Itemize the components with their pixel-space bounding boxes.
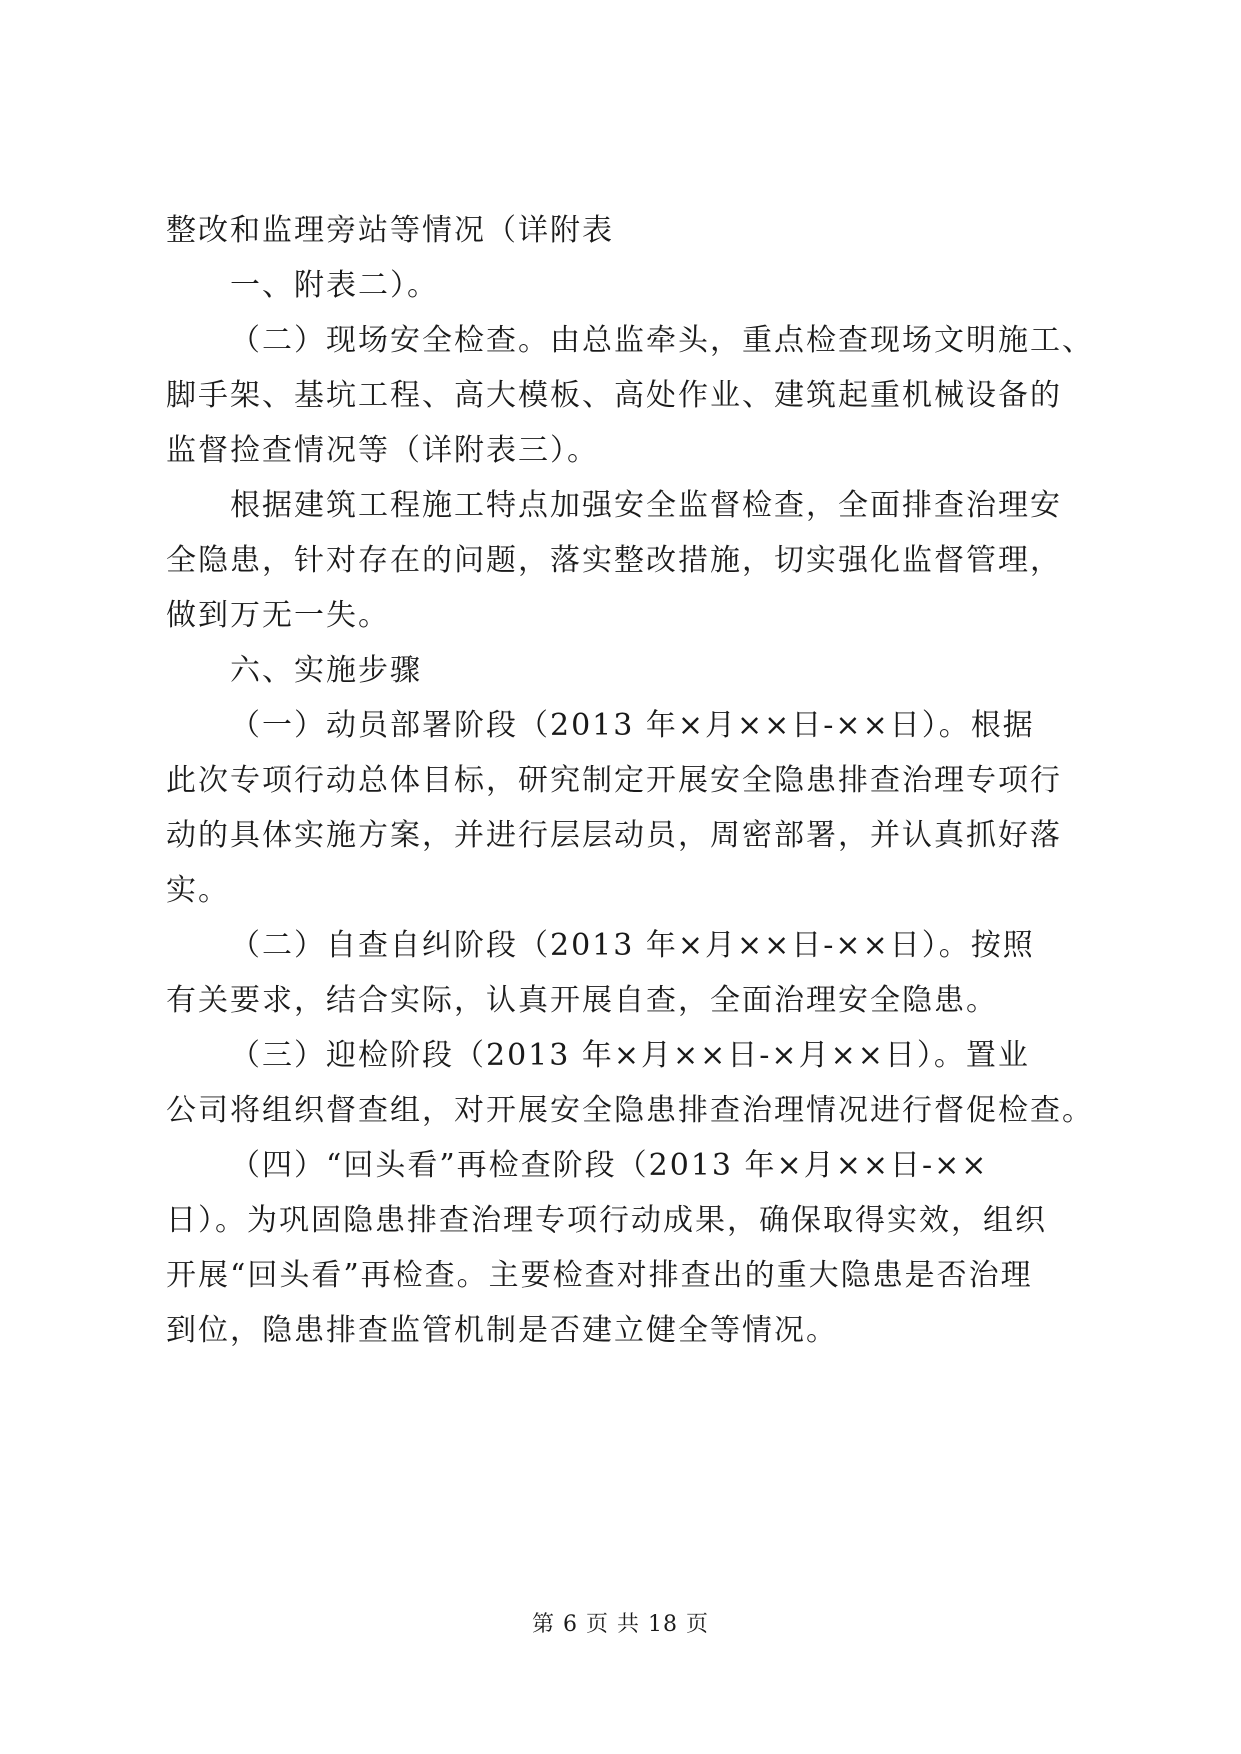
text-line: （二）现场安全检查。由总监牵头，重点检查现场文明施工、 [230, 323, 1094, 358]
text-line: （三）迎检阶段（2013 年×月××日-×月××日）。置业 [230, 1038, 1030, 1073]
text-line: （四）“回头看”再检查阶段（2013 年×月××日-×× [230, 1148, 989, 1183]
text-line: 开展“回头看”再检查。主要检查对排查出的重大隐患是否治理 [166, 1258, 1033, 1293]
text-line: 实。 [166, 873, 230, 908]
text-line: 动的具体实施方案，并进行层层动员，周密部署，并认真抓好落 [166, 818, 1062, 853]
text-line: 一、附表二）。 [230, 268, 439, 303]
text-line: 此次专项行动总体目标，研究制定开展安全隐患排查治理专项行 [166, 763, 1062, 798]
text-line: 到位，隐患排查监管机制是否建立健全等情况。 [166, 1313, 838, 1348]
text-line: （一）动员部署阶段（2013 年×月××日-××日）。根据 [230, 708, 1035, 743]
text-line: （二）自查自纠阶段（2013 年×月××日-××日）。按照 [230, 928, 1035, 963]
section-heading: 六、实施步骤 [230, 653, 422, 688]
text-line: 整改和监理旁站等情况（详附表 [166, 213, 614, 248]
text-line: 脚手架、基坑工程、高大模板、高处作业、建筑起重机械设备的 [166, 378, 1062, 413]
text-line: 日）。为巩固隐患排查治理专项行动成果，确保取得实效，组织 [166, 1203, 1047, 1238]
text-line: 监督捡查情况等（详附表三）。 [166, 433, 599, 468]
text-line: 有关要求，结合实际，认真开展自查，全面治理安全隐患。 [166, 983, 998, 1018]
text-line: 全隐患，针对存在的问题，落实整改措施，切实强化监督管理， [166, 543, 1062, 578]
page-number-footer: 第 6 页 共 18 页 [532, 1612, 709, 1637]
text-line: 根据建筑工程施工特点加强安全监督检查，全面排查治理安 [230, 488, 1062, 523]
text-line: 做到万无一失。 [166, 598, 390, 633]
text-line: 公司将组织督查组，对开展安全隐患排查治理情况进行督促检查。 [166, 1093, 1094, 1128]
